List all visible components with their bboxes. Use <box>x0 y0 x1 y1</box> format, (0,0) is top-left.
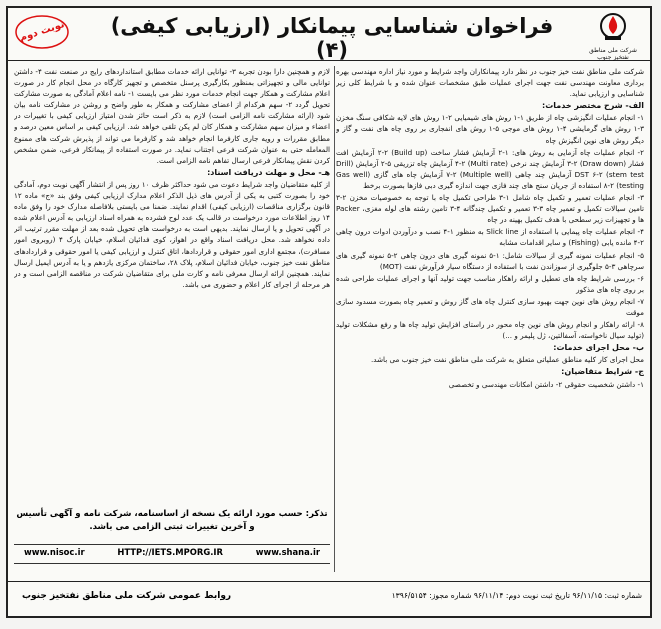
location-heading: ب- محل اجرای خدمات: <box>553 343 644 353</box>
column-divider <box>334 66 335 572</box>
location-text: محل اجرای کار کلیه مناطق عملیاتی متعلق به شرکت ملی مناطق نفت خیز جنوب می باشد. <box>370 355 644 365</box>
ad-header <box>8 8 650 61</box>
advertisement-frame <box>6 6 652 618</box>
publication-stamp <box>14 12 70 52</box>
service-item: ۸- ارائه راهکار و انجام روش های نوین چاه محور در راستای افزایش تولید چاه ها و رفع مشکلات تولید (تولید سیال ناخواسته، آسفالتین، ژل پلیمر و ...) <box>336 320 644 341</box>
left-column <box>14 66 330 506</box>
url-nisoc[interactable]: www.nisoc.ir <box>24 547 85 557</box>
conditions-continued: لازم و همچنین دارا بودن تجربه ۳- توانایی ارائه خدمات مطابق استانداردهای رایج در صنعت نفت ۴- داشتن توانایی مالی و تجهیزاتی بمنظور بکارگیری پرسنل متخصص و تجهیز کارگاه در محل انجام کار در صورت اعلام مشارکت و همکار جهت انجام خدمات مورد نظر می بایست ۱- نامه اعلام آمادگی به صورت مشارکت تحویل گردد ۲- سهم هرکدام از اعضای مشارکت و همکار به طور واضح و روشن در مشارکت نامه بیان شود (ارائه مشارکت نامه الزامی است) لازم به ذکر است حائز شدن امتیاز ارزیابی کیفی با تغییرات در اعضاء و میزان سهم مشارکت و همکار کان لم یکن تلقی خواهد شد. ارزیابی کیفی بر اساس معین درصد و مطابق مقررات و رویه جاری کارفرما انجام خواهد شد و کارفرما می تواند از پذیرش شرکت های ممنوع المعامله حتی به عنوان شرکت فرعی اجتناب نماید. در صورت استفاده از پیمانکار فرعی، ضمن مشخص کردن نقش پیمانکار فرعی ارسال تفاهم نامه الزامی است. <box>14 67 330 165</box>
service-item: ۳- انجام عملیات تعمیر و تکمیل چاه شامل ۱-۳ طراحی تکمیل چاه با توجه به خصوصیات مخزن ۲-۳ تامین سیالات تکمیل و تعمیر چاه ۳-۳ تعمیر و تکمیل چندگانه ۴-۳ تامین رشته های لوله مغزی، Packer ها و تجهیزات زیر سطحی با هدف تکمیل بهینه در چاه <box>336 193 644 225</box>
intro-text: شرکت ملی مناطق نفت خیز جنوب در نظر دارد پیمانکاران واجد شرایط و مورد نیاز اداره مهندسی بهره برداری معاونت مهندسی نفت جهت اجرای عملیات طبق مشخصات عنوان شده و با شرایط کلی زیر شناسایی و ارزیابی نماید. <box>336 67 644 99</box>
services-heading: الف- شرح مختصر خدمات: <box>542 101 644 111</box>
service-item: ۲- انجام عملیات چاه آزمایی به روش های: ۱-۲ آزمایش فشار ساخت (Build up) ۲-۲ آزمایش افت فشار (Draw down) ۳-۲ آزمایش چند نرخی (Multi rate) ۴-۲ آزمایش چاه تزریقی ۵-۲ آزمایش (Drill stem test) DST ۶-۲ آزمایش چند چاهی (Multiple well) ۷-۲ آزمایش چاه های گازی (Gas well testing) ۸-۲ استفاده از جریان سنج های چند فازی جهت اندازه گیری دبی فازها بصورت برخط <box>336 147 644 190</box>
company-name: شرکت ملی مناطق نفتخیز جنوب <box>589 47 637 61</box>
registration-info: شماره ثبت: ۹۶/۱۱/۱۵ تاریخ ثبت نوبت دوم: ۹۶/۱۱/۱۴ شماره مجوز: ۱۳۹۶/۵۱۵۴ <box>391 591 642 600</box>
service-item: ۷- انجام روش های نوین جهت بهبود سازی کنترل چاه های گاز روش و تعمیر چاه بصورت مسدود سازی موقت <box>336 296 644 317</box>
documents-text: از کلیه متقاضیان واجد شرایط دعوت می شود حداکثر ظرف ۱۰ روز پس از انتشار آگهی نوبت دوم، آمادگی خود را بصورت کتبی به یکی از آدرس های ذیل الذکر اعلام مدارک ارزیابی کیفی وفق بند «ج» ماده ۱۲ قانون برگزاری مناقصات (ارزیابی کیفی) اقدام نمایند. ضمنا می بایستی بلافاصله مدارک خود را وفق ماده ۱۴ روز اطلاعات مورد درخواست در قالب یک عدد لوح فشرده به همراه اسناد ارزیابی به آدرس اعلام شده در آگهی تحویل و یا ارسال نمایند. بدیهی است به درخواست های تحویل شده بعد از مهلت مقرر ترتیب اثر داده نخواهد شد. محل دریافت اسناد واقع در اهواز، کوی فدائیان اسلام، خیابان پارک ۴ (روبروی امور مسافرت)، مجتمع اداری امور حقوقی و قراردادها، اتاق کنترل و ارزیابی کیفی یا امور حقوقی و قراردادهای مناطق نفت خیز جنوب، خیابان فدائیان اسلام، پلاک ۲۸، ساختمان مرکزی یازدهم و یا به آدرس ایمیل ارسال نمایند. همچنین ارائه ارسال معرفی نامه و کارت ملی برای متقاضیان شرکت در مناقصه الزامی است و در هر مرحله از اجرای کار اعلام و حضوری می باشد. <box>14 179 330 289</box>
note-text: تذکر: حسب مورد ارائه یک نسخه از اساسنامه، شرکت نامه و آگهی تأسیس و آخرین تغییرات ثبتی الزامی می باشد. <box>16 509 328 532</box>
documents-heading: هـ- محل و مهلت دریافت اسناد: <box>207 167 330 177</box>
ad-title: فراخوان شناسایی پیمانکار (ارزیابی کیفی) (۴) <box>110 14 554 62</box>
url-shana[interactable]: www.shana.ir <box>255 547 320 557</box>
service-item: ۴- انجام عملیات چاه پیمایی با استفاده از Slick line به منظور ۱-۴ نصب و درآوردن ادوات درون چاهی ۲-۴ مانده یابی (Fishing) و سایر اقدامات مشابه <box>336 227 644 248</box>
company-logo <box>584 12 642 61</box>
stamp-label: نوبت دوم <box>18 19 66 44</box>
oil-company-logo-icon <box>596 12 630 44</box>
service-item: ۶- بررسی شرایط چاه های تعطیل و ارائه راهکار مناسب جهت تولید آنها و اجرای عملیات طراحی شده بر روی چاه های مذکور <box>336 273 644 294</box>
public-relations-signature: روابط عمومی شرکت ملی مناطق نفتخیز جنوب <box>22 591 232 601</box>
url-iets[interactable]: HTTP://IETS.MPORG.IR <box>117 547 223 557</box>
url-bar <box>14 544 330 564</box>
ad-footer <box>8 581 650 616</box>
conditions-heading: ج- شرایط متقاضیان: <box>561 367 644 377</box>
service-item: ۱- انجام عملیات انگیزشی چاه از طریق ۱-۱ روش های شیمیایی ۲-۱ روش های لایه شکافی سنگ مخزن ۳-۱ روش های گرمایشی ۴-۱ روش های موجی ۵-۱ روش های انفجاری بر روی چاه های نفت و گاز و دیگر روش های نوین انگیزش چاه <box>336 113 644 145</box>
service-item: ۵- انجام عملیات نمونه گیری از سیالات شامل: ۱-۵ نمونه گیری های درون چاهی ۲-۵ نمونه گیری های سرچاهی ۳-۵ جلوگیری از سوزاندن نفت با استفاده از دستگاه سیار فرآورش نفت (MOT) <box>336 250 644 271</box>
right-column <box>336 66 644 572</box>
conditions-text: ۱- داشتن شخصیت حقوقی ۲- داشتن امکانات مهندسی و تخصصی <box>448 379 644 389</box>
